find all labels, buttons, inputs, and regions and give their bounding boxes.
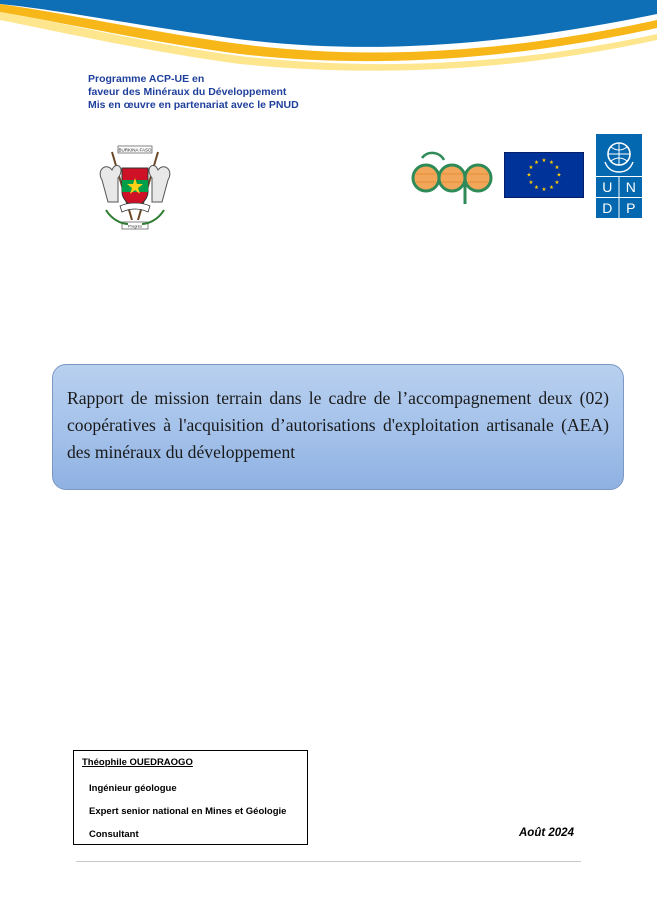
author-box — [73, 750, 308, 845]
author-role-1: Ingénieur géologue — [89, 783, 177, 794]
svg-text:★: ★ — [534, 160, 539, 166]
eu-flag-logo — [504, 152, 584, 198]
acp-logo — [408, 150, 496, 206]
svg-text:★: ★ — [534, 185, 539, 191]
svg-text:★: ★ — [549, 185, 554, 191]
coat-of-arms-motto: Progrès — [127, 223, 143, 229]
undp-letter-d: D — [602, 200, 613, 216]
program-line-2: faveur des Minéraux du Développement — [88, 86, 287, 98]
svg-text:★: ★ — [556, 172, 562, 179]
report-title: Rapport de mission terrain dans le cadre de l’accompagnement deux (02) coopératives à l'acquisition d’autorisations d'exploitation artisanale (AEA) des minéraux du développement — [67, 388, 609, 462]
undp-logo — [596, 134, 642, 218]
author-name: Théophile OUEDRAOGO — [82, 757, 193, 768]
report-title-box — [52, 364, 624, 490]
program-line-1: Programme ACP-UE en — [88, 73, 205, 85]
svg-text:★: ★ — [526, 172, 532, 179]
top-banner-swoosh — [0, 0, 657, 75]
svg-text:★: ★ — [541, 158, 547, 164]
undp-letter-p: P — [626, 200, 636, 216]
svg-text:★: ★ — [528, 165, 534, 171]
undp-letter-u: U — [602, 179, 613, 195]
svg-text:★: ★ — [541, 187, 547, 193]
program-line-3: Mis en œuvre en partenariat avec le PNUD — [88, 99, 299, 111]
program-header — [88, 73, 299, 112]
burkina-coat-of-arms-logo — [92, 140, 178, 236]
undp-letter-n: N — [625, 179, 636, 195]
author-role-2: Expert senior national en Mines et Géologie — [89, 806, 287, 817]
svg-text:★: ★ — [549, 160, 554, 166]
footer-divider — [76, 861, 581, 862]
svg-text:★: ★ — [554, 180, 560, 186]
coat-of-arms-banner-text: BURKINA FASO — [118, 147, 152, 153]
report-date: Août 2024 — [519, 827, 574, 839]
author-role-3: Consultant — [89, 829, 139, 840]
svg-text:★: ★ — [528, 180, 534, 186]
svg-text:★: ★ — [554, 165, 560, 171]
